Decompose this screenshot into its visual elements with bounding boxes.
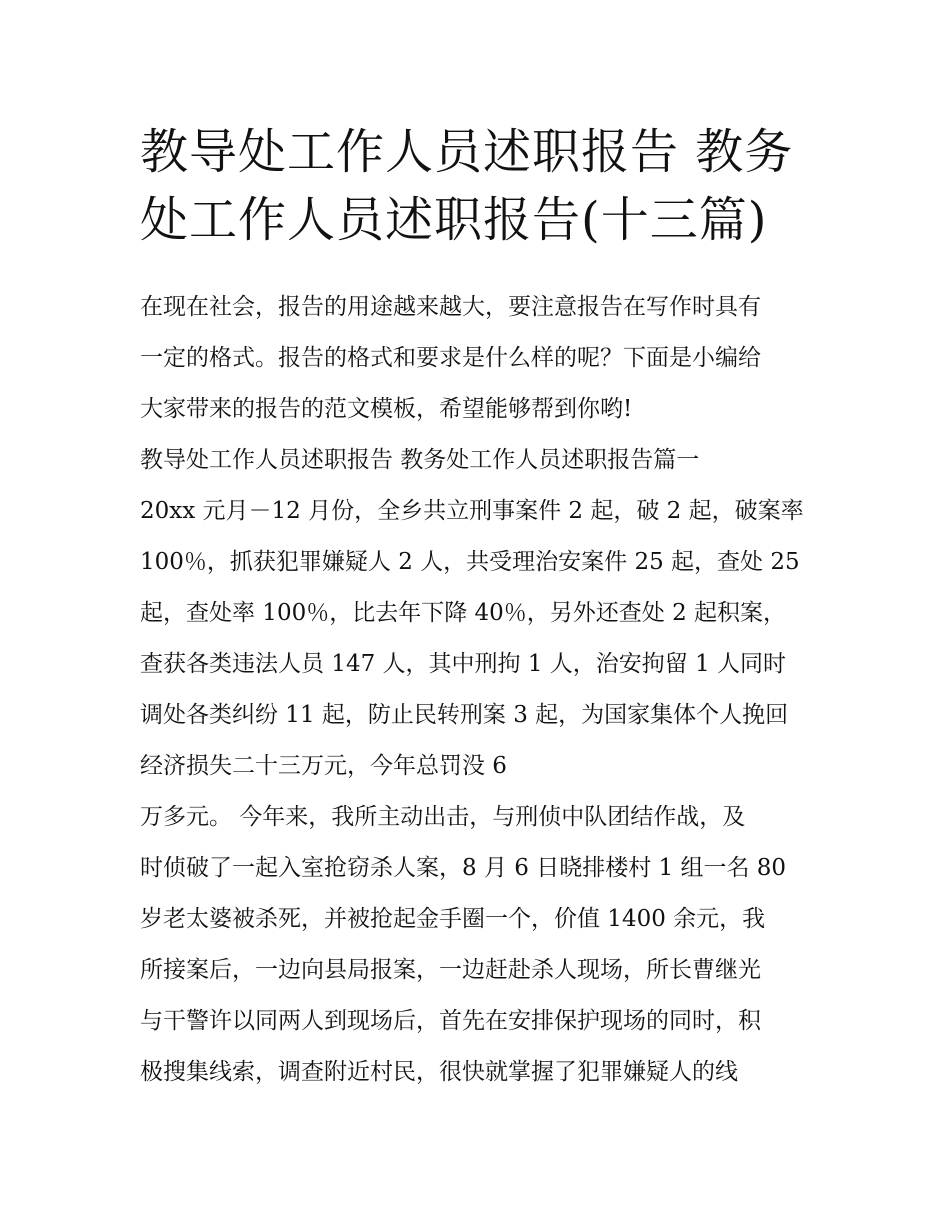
paragraph-line-2: 100％，抓获犯罪嫌疑人 2 人，共受理治安案件 25 起，查处 25 xyxy=(140,549,800,575)
paragraph-line-6: 经济损失二十三万元，今年总罚没 6 xyxy=(140,753,507,779)
paragraph-line-12: 极搜集线索，调查附近村民，很快就掌握了犯罪嫌疑人的线 xyxy=(140,1059,738,1085)
intro-line-2: 一定的格式。报告的格式和要求是什么样的呢？下面是小编给 xyxy=(140,345,761,371)
title-line-2: 处工作人员述职报告(十三篇) xyxy=(140,192,768,248)
paragraph-line-3: 起，查处率 100％，比去年下降 40％，另外还查处 2 起积案， xyxy=(140,600,787,626)
paragraph-line-4: 查获各类违法人员 147 人，其中刑拘 1 人，治安拘留 1 人同时 xyxy=(140,651,787,677)
paragraph-line-7: 万多元。 今年来，我所主动出击，与刑侦中队团结作战，及 xyxy=(140,804,746,830)
intro-line-1: 在现在社会，报告的用途越来越大，要注意报告在写作时具有 xyxy=(140,294,761,320)
paragraph-line-8: 时侦破了一起入室抢窃杀人案，8 月 6 日晓排楼村 1 组一名 80 xyxy=(140,855,787,881)
paragraph-line-1: 20xx 元月－12 月份，全乡共立刑事案件 2 起，破 2 起，破案率 xyxy=(140,498,804,524)
paragraph-line-9: 岁老太婆被杀死，并被抢起金手圈一个，价值 1400 余元，我 xyxy=(140,906,766,932)
title-line-1: 教导处工作人员述职报告 教务 xyxy=(140,124,794,180)
document-body xyxy=(140,282,820,1098)
intro-line-3: 大家带来的报告的范文模板，希望能够帮到你哟! xyxy=(140,396,633,422)
section-heading: 教导处工作人员述职报告 教务处工作人员述职报告篇一 xyxy=(140,447,700,473)
document-title xyxy=(140,118,820,254)
paragraph-line-11: 与干警许以同两人到现场后，首先在安排保护现场的同时，积 xyxy=(140,1008,761,1034)
paragraph-line-5: 调处各类纠纷 11 起，防止民转刑案 3 起，为国家集体个人挽回 xyxy=(140,702,789,728)
paragraph-line-10: 所接案后，一边向县局报案，一边赶赴杀人现场，所长曹继光 xyxy=(140,957,761,983)
